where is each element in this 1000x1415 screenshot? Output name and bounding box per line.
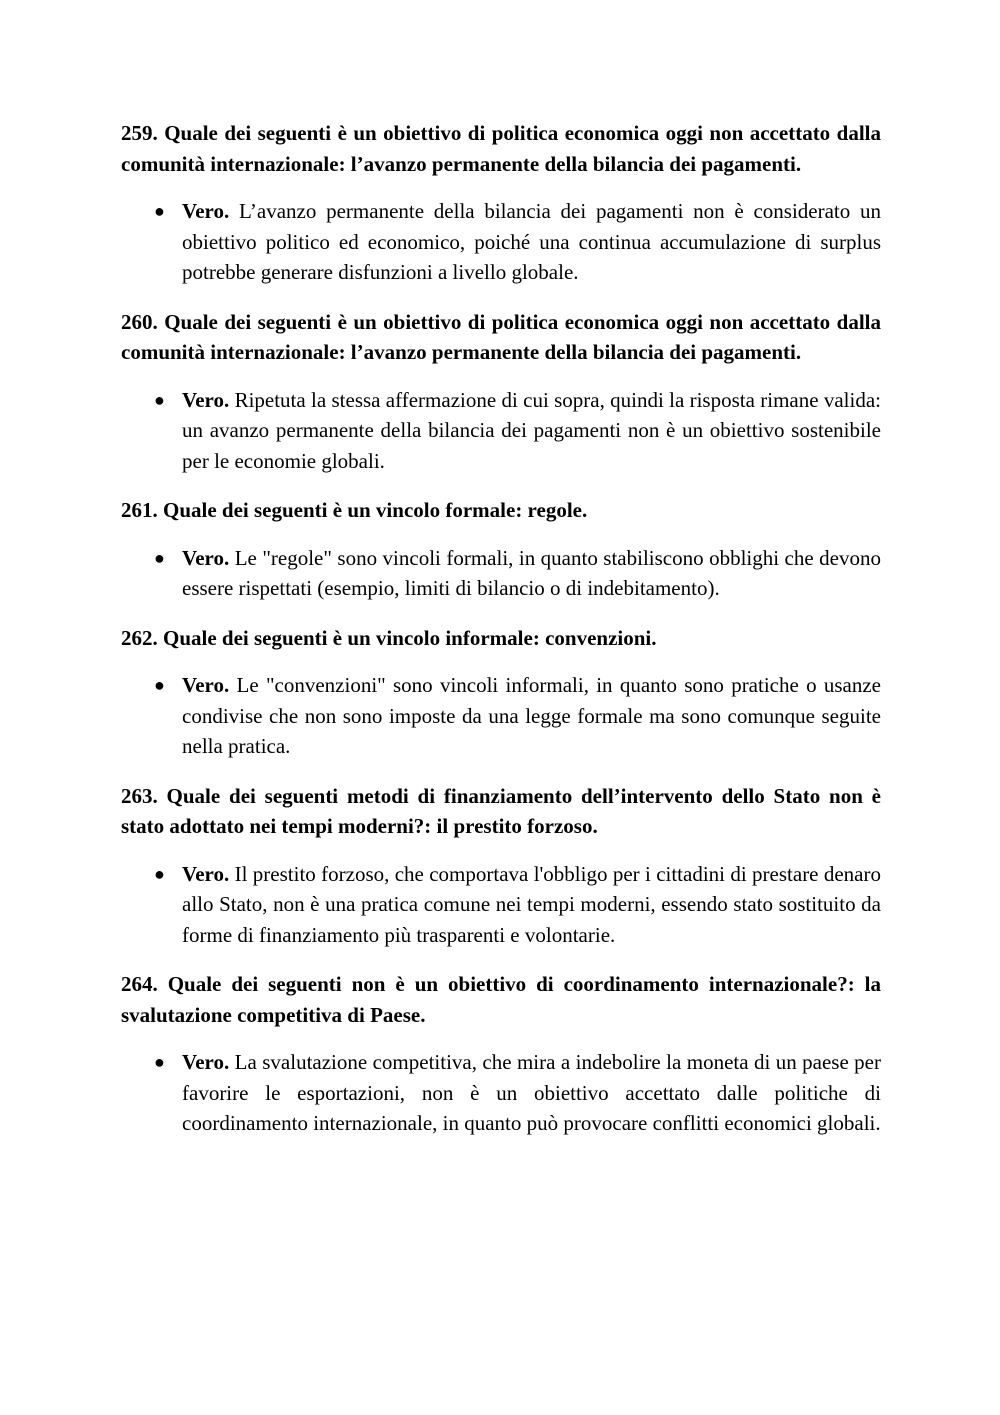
answer-list-262	[121, 670, 881, 762]
bullet-icon: ●	[154, 201, 165, 221]
answer-list-260	[121, 385, 881, 477]
question-260: 260. Quale dei seguenti è un obiettivo di politica economica oggi non accettato dalla comunità internazionale: l’avanzo permanente della bilancia dei pagamenti.	[121, 309, 881, 364]
question-261: 261. Quale dei seguenti è un vincolo formale: regole.	[121, 498, 588, 522]
answer-260	[121, 385, 881, 477]
answer-verdict: Vero.	[182, 1050, 230, 1074]
answer-explanation: Il prestito forzoso, che comportava l'obbligo per i cittadini di prestare denaro allo Stato, non è una pratica comune nei tempi moderni, essendo stato sostituito da forme di finanziamento più trasparenti e volontarie.	[182, 861, 881, 947]
answer-verdict: Vero.	[182, 545, 230, 570]
answer-262	[121, 670, 881, 762]
question-259: 259. Quale dei seguenti è un obiettivo di politica economica oggi non accettato dalla comunità internazionale: l’avanzo permanente della bilancia dei pagamenti.	[121, 121, 881, 176]
answer-264	[121, 1047, 881, 1139]
answer-verdict: Vero.	[182, 673, 230, 697]
document-page	[121, 118, 881, 1158]
answer-explanation: Ripetuta la stessa affermazione di cui sopra, quindi la risposta rimane valida: un avanzo permanente della bilancia dei pagamenti non è un obiettivo sostenibile per le economie globali.	[182, 387, 881, 473]
answer-explanation: L’avanzo permanente della bilancia dei pagamenti non è considerato un obiettivo politico ed economico, poiché una continua accumulazione di surplus potrebbe generare disfunzioni a livello globale.	[182, 199, 881, 284]
bullet-icon: ●	[154, 547, 165, 568]
bullet-icon: ●	[154, 675, 165, 695]
answer-263	[121, 859, 881, 951]
answer-verdict: Vero.	[182, 199, 230, 223]
answer-list-264	[121, 1047, 881, 1139]
answer-list-259	[121, 196, 881, 288]
bullet-icon: ●	[154, 389, 165, 410]
bullet-icon: ●	[154, 1052, 165, 1072]
answer-verdict: Vero.	[182, 387, 230, 412]
question-264: 264. Quale dei seguenti non è un obiettivo di coordinamento internazionale?: la svalutazione competitiva di Paese.	[121, 972, 881, 1027]
answer-explanation: Le "convenzioni" sono vincoli informali, in quanto sono pratiche o usanze condivise che non sono imposte da una legge formale ma sono comunque seguite nella pratica.	[182, 673, 881, 758]
answer-list-261	[121, 543, 881, 604]
question-262: 262. Quale dei seguenti è un vincolo informale: convenzioni.	[121, 625, 657, 650]
question-263: 263. Quale dei seguenti metodi di finanziamento dell’intervento dello Stato non è stato adottato nei tempi moderni?: il prestito forzoso.	[121, 783, 881, 838]
answer-list-263	[121, 859, 881, 951]
answer-explanation: Le "regole" sono vincoli formali, in quanto stabiliscono obblighi che devono essere rispettati (esempio, limiti di bilancio o di indebitamento).	[182, 545, 881, 600]
answer-explanation: La svalutazione competitiva, che mira a indebolire la moneta di un paese per favorire le esportazioni, non è un obiettivo accettato dalle politiche di coordinamento internazionale, in quanto può provocare conflitti economici globali.	[182, 1050, 882, 1135]
answer-261	[121, 543, 881, 604]
answer-259	[121, 196, 881, 288]
answer-verdict: Vero.	[182, 861, 230, 886]
bullet-icon: ●	[154, 863, 165, 884]
